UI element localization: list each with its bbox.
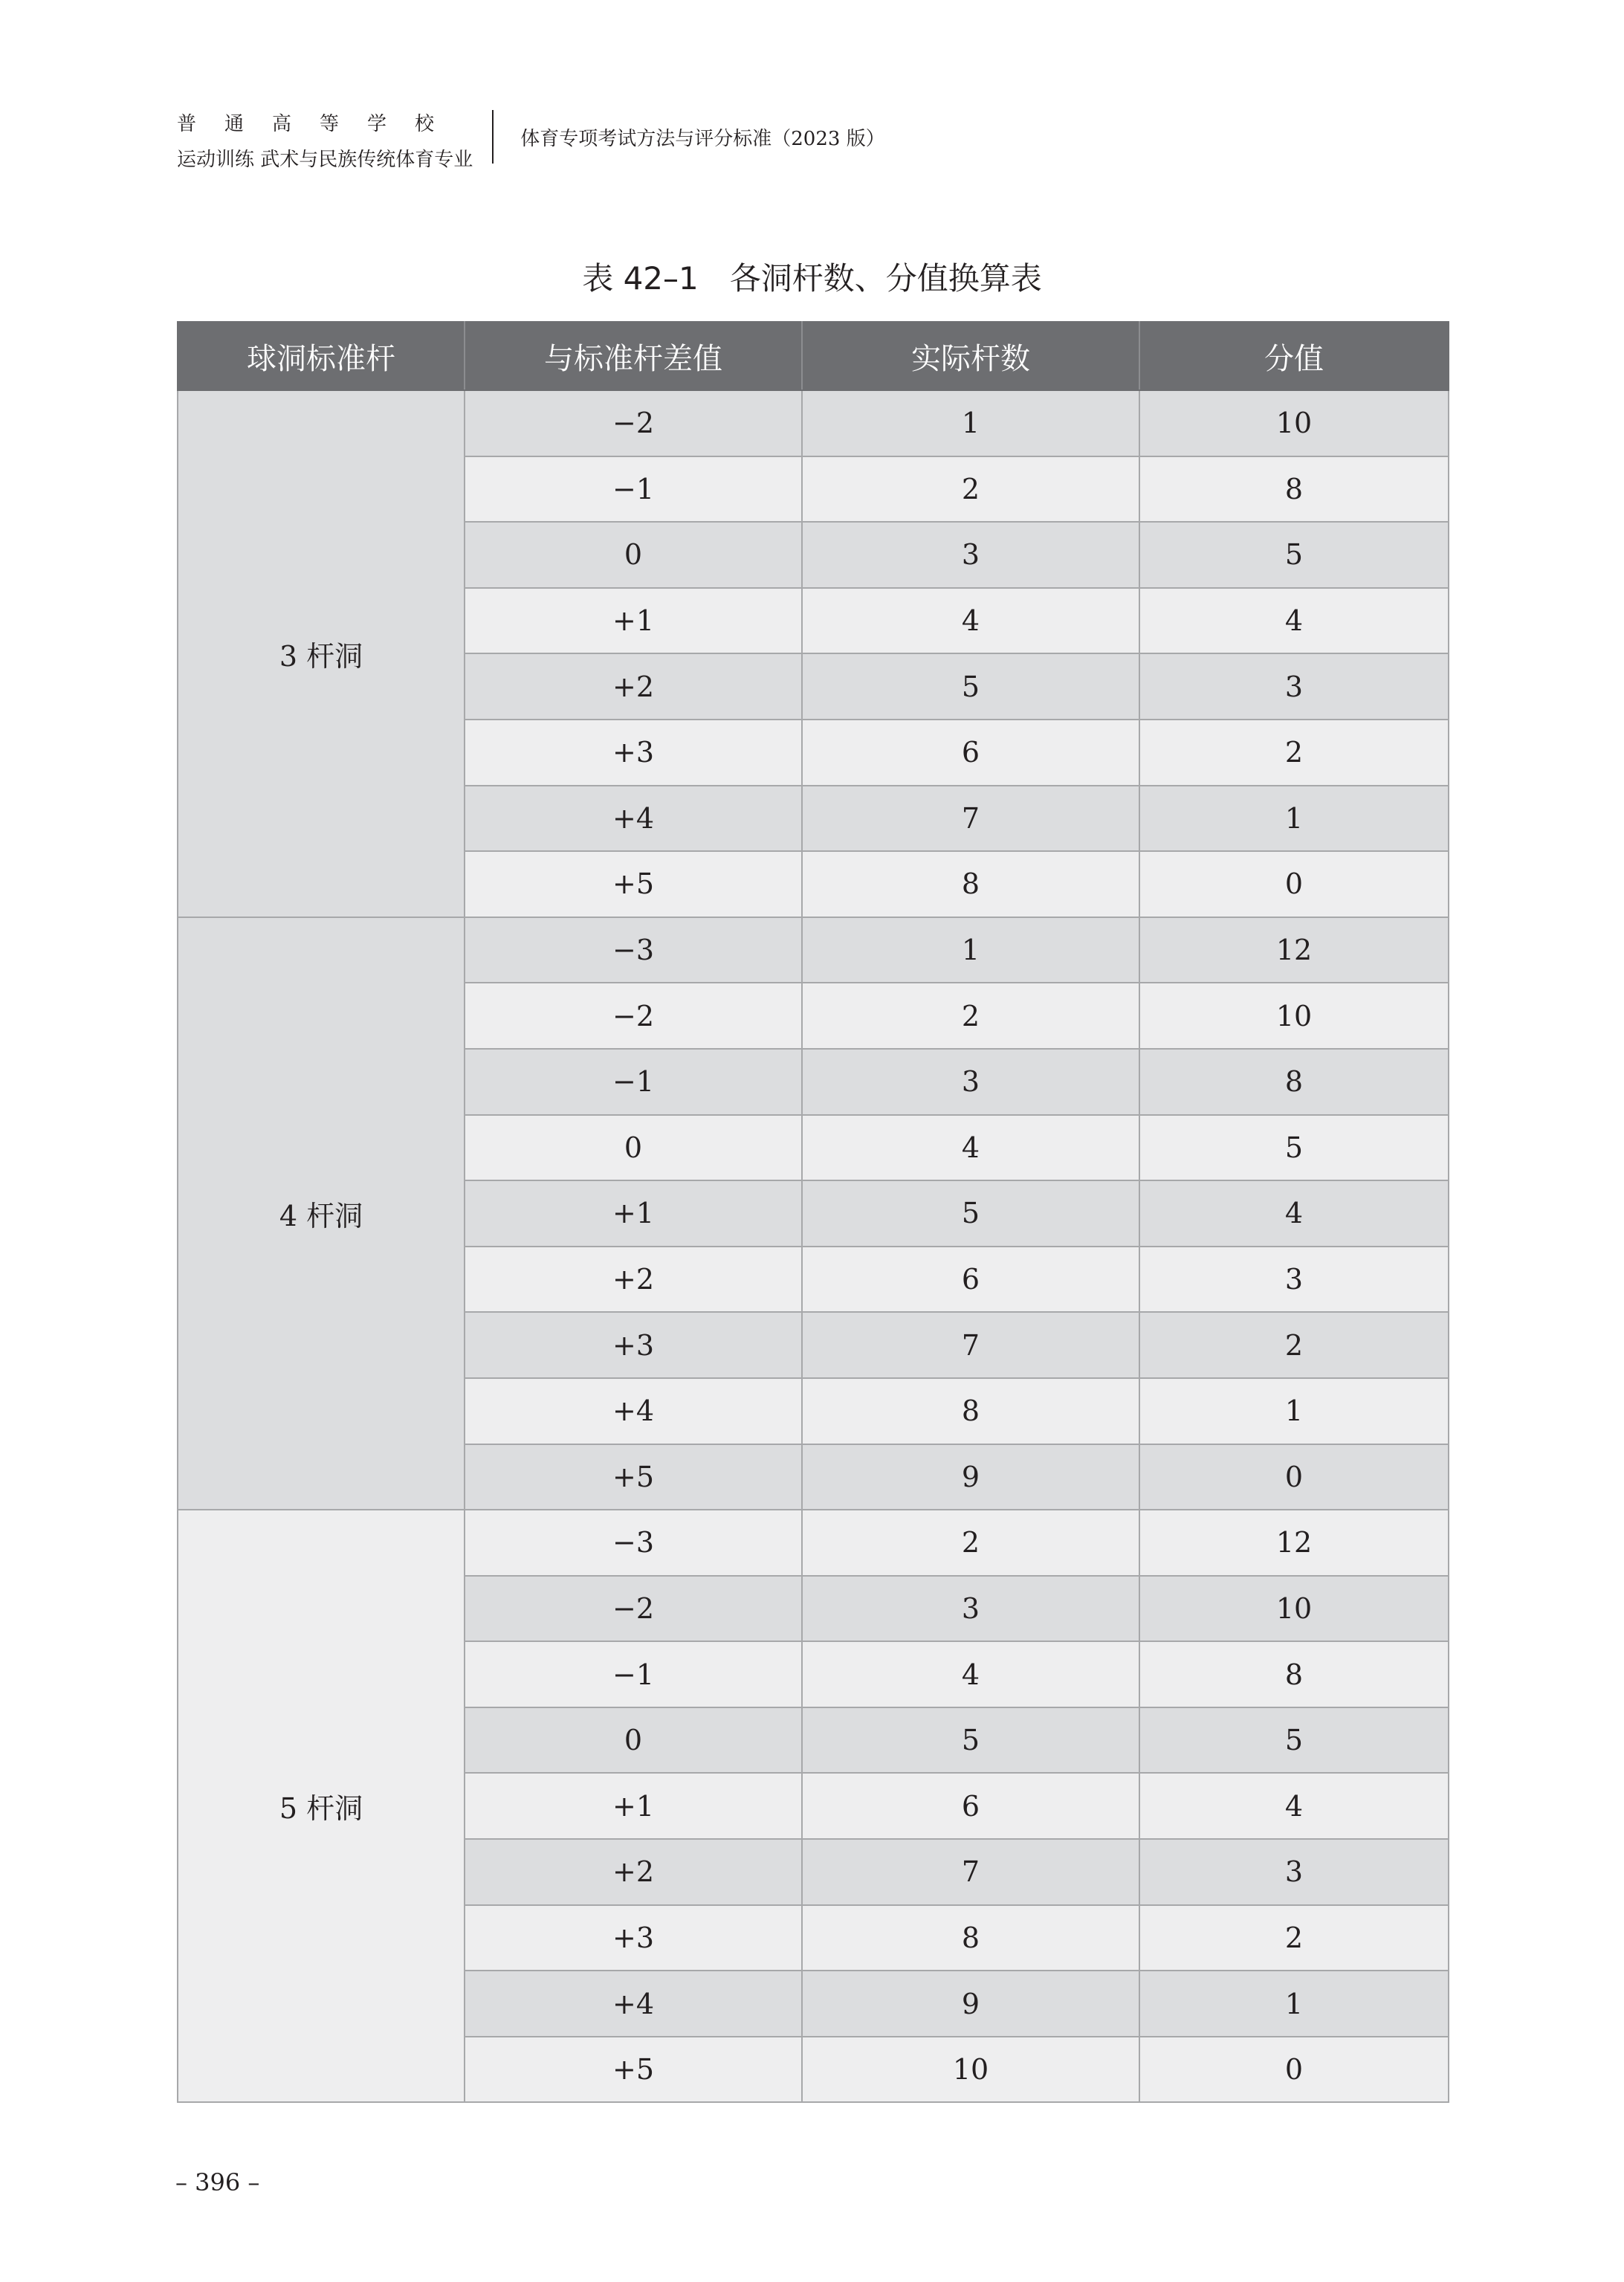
score-cell: 12 <box>1139 1510 1449 1576</box>
score-cell: 3 <box>1139 1839 1449 1905</box>
score-cell: 8 <box>1139 456 1449 523</box>
diff-cell: 0 <box>465 1115 802 1181</box>
score-cell: 10 <box>1139 390 1449 456</box>
strokes-cell: 8 <box>802 851 1139 917</box>
diff-cell: −1 <box>465 1049 802 1115</box>
running-header <box>177 111 885 172</box>
strokes-cell: 4 <box>802 588 1139 654</box>
strokes-cell: 7 <box>802 1312 1139 1378</box>
table-row <box>178 390 1449 456</box>
strokes-cell: 7 <box>802 786 1139 852</box>
table-row <box>178 1510 1449 1576</box>
diff-cell: +4 <box>465 1971 802 2037</box>
series-info <box>177 111 473 172</box>
strokes-cell: 4 <box>802 1641 1139 1707</box>
header-divider <box>492 110 494 164</box>
score-cell: 10 <box>1139 983 1449 1049</box>
diff-cell: −1 <box>465 1641 802 1707</box>
diff-cell: 0 <box>465 522 802 588</box>
diff-cell: 0 <box>465 1707 802 1774</box>
column-header-score: 分值 <box>1139 322 1449 390</box>
page-number: – 396 – <box>175 2168 260 2197</box>
strokes-cell: 2 <box>802 983 1139 1049</box>
score-cell: 1 <box>1139 786 1449 852</box>
diff-cell: −1 <box>465 456 802 523</box>
score-cell: 2 <box>1139 1312 1449 1378</box>
diff-cell: +3 <box>465 1312 802 1378</box>
diff-cell: +2 <box>465 1247 802 1313</box>
score-cell: 8 <box>1139 1049 1449 1115</box>
strokes-cell: 2 <box>802 1510 1139 1576</box>
strokes-cell: 7 <box>802 1839 1139 1905</box>
score-cell: 5 <box>1139 1707 1449 1774</box>
score-cell: 0 <box>1139 1444 1449 1510</box>
strokes-cell: 2 <box>802 456 1139 523</box>
diff-cell: +1 <box>465 1180 802 1247</box>
score-cell: 4 <box>1139 1180 1449 1247</box>
strokes-cell: 8 <box>802 1905 1139 1971</box>
table-caption: 表 42–1 各洞杆数、分值换算表 <box>582 260 1042 297</box>
strokes-cell: 10 <box>802 2037 1139 2103</box>
diff-cell: +3 <box>465 1905 802 1971</box>
group-label: 5 杆洞 <box>178 1510 465 2102</box>
diff-cell: −2 <box>465 1576 802 1642</box>
diff-cell: +2 <box>465 653 802 720</box>
score-cell: 1 <box>1139 1378 1449 1444</box>
diff-cell: +5 <box>465 851 802 917</box>
strokes-cell: 3 <box>802 522 1139 588</box>
diff-cell: +5 <box>465 1444 802 1510</box>
diff-cell: −3 <box>465 1510 802 1576</box>
column-header-par: 球洞标准杆 <box>178 322 465 390</box>
score-cell: 3 <box>1139 1247 1449 1313</box>
score-cell: 2 <box>1139 720 1449 786</box>
book-title: 体育专项考试方法与评分标准（2023 版） <box>520 128 885 150</box>
strokes-cell: 6 <box>802 720 1139 786</box>
score-cell: 12 <box>1139 917 1449 983</box>
score-cell: 4 <box>1139 588 1449 654</box>
strokes-cell: 6 <box>802 1247 1139 1313</box>
group-label: 3 杆洞 <box>178 390 465 917</box>
diff-cell: +3 <box>465 720 802 786</box>
strokes-cell: 3 <box>802 1576 1139 1642</box>
strokes-cell: 4 <box>802 1115 1139 1181</box>
series-subtitle: 运动训练 武术与民族传统体育专业 <box>177 149 473 171</box>
table-header-row <box>178 322 1449 390</box>
score-cell: 3 <box>1139 653 1449 720</box>
strokes-cell: 5 <box>802 1707 1139 1774</box>
score-cell: 2 <box>1139 1905 1449 1971</box>
diff-cell: −3 <box>465 917 802 983</box>
series-title: 普通高等学校 <box>177 113 463 135</box>
score-cell: 8 <box>1139 1641 1449 1707</box>
diff-cell: +4 <box>465 786 802 852</box>
score-cell: 1 <box>1139 1971 1449 2037</box>
diff-cell: +1 <box>465 588 802 654</box>
strokes-cell: 3 <box>802 1049 1139 1115</box>
table-row <box>178 917 1449 983</box>
diff-cell: +5 <box>465 2037 802 2103</box>
group-label: 4 杆洞 <box>178 917 465 1510</box>
score-cell: 10 <box>1139 1576 1449 1642</box>
score-cell: 4 <box>1139 1773 1449 1839</box>
strokes-cell: 9 <box>802 1444 1139 1510</box>
column-header-strokes: 实际杆数 <box>802 322 1139 390</box>
score-cell: 5 <box>1139 522 1449 588</box>
strokes-cell: 1 <box>802 390 1139 456</box>
diff-cell: −2 <box>465 390 802 456</box>
diff-cell: +2 <box>465 1839 802 1905</box>
score-cell: 5 <box>1139 1115 1449 1181</box>
strokes-cell: 6 <box>802 1773 1139 1839</box>
strokes-cell: 8 <box>802 1378 1139 1444</box>
score-conversion-table <box>177 321 1449 2103</box>
diff-cell: −2 <box>465 983 802 1049</box>
strokes-cell: 1 <box>802 917 1139 983</box>
strokes-cell: 5 <box>802 1180 1139 1247</box>
score-cell: 0 <box>1139 851 1449 917</box>
column-header-diff: 与标准杆差值 <box>465 322 802 390</box>
diff-cell: +1 <box>465 1773 802 1839</box>
score-cell: 0 <box>1139 2037 1449 2103</box>
table-body <box>178 390 1449 2102</box>
strokes-cell: 9 <box>802 1971 1139 2037</box>
strokes-cell: 5 <box>802 653 1139 720</box>
diff-cell: +4 <box>465 1378 802 1444</box>
